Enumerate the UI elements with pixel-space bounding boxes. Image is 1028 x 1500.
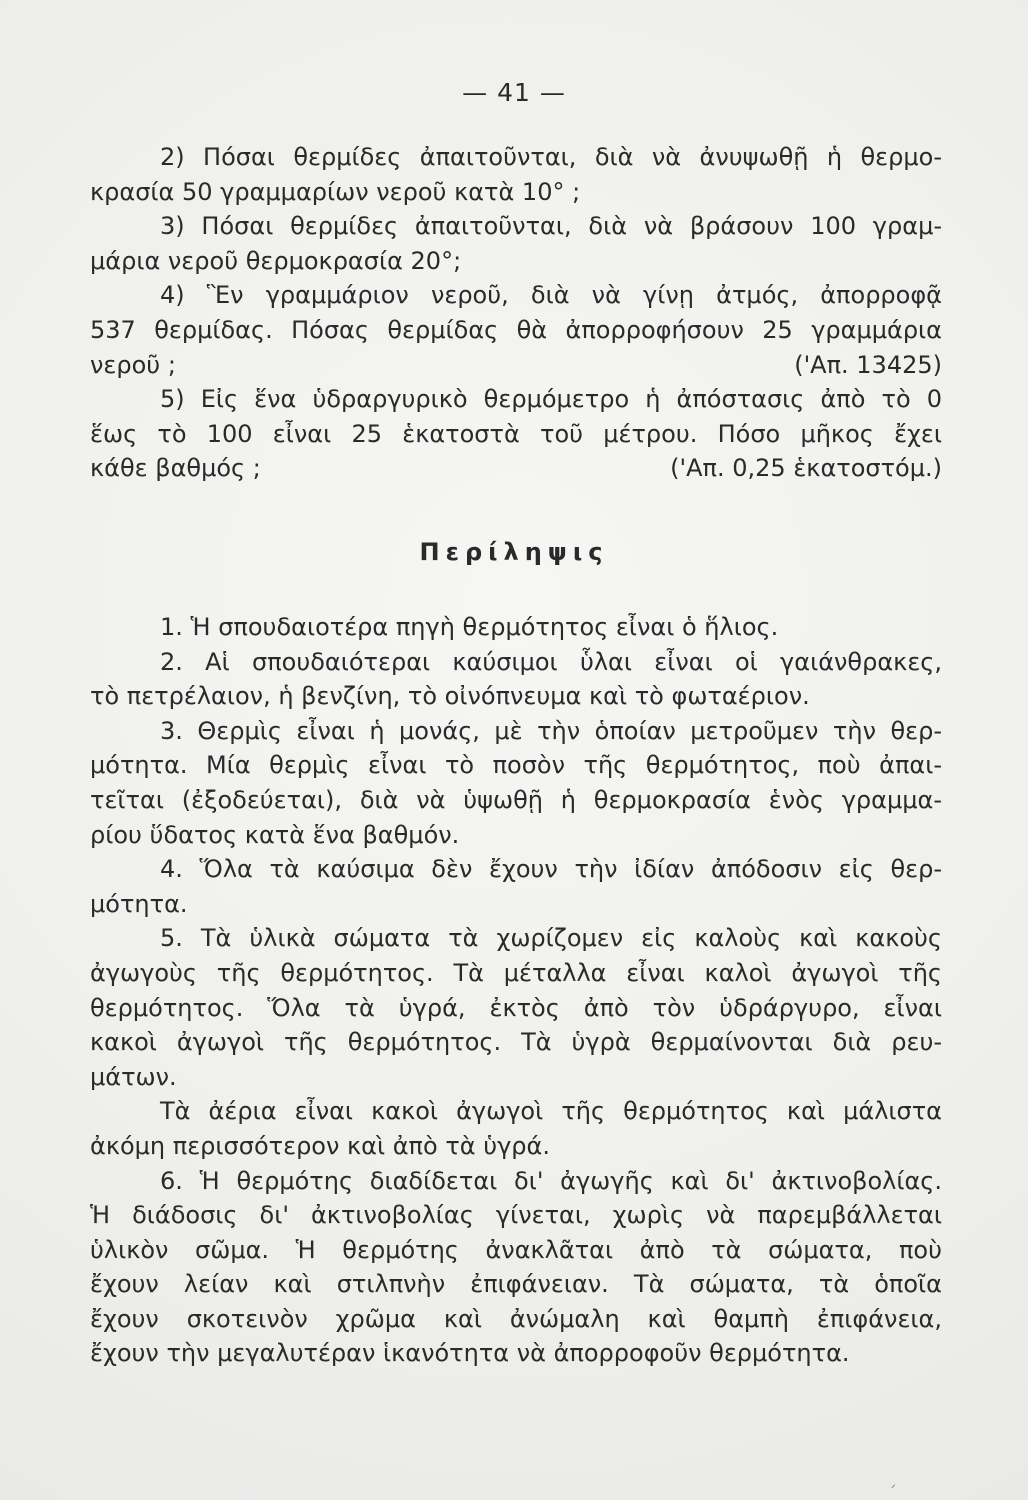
- summary-p6-line-5: ἔχουν σκοτεινὸν χρῶμα καὶ ἀνώμαλη καὶ θαμπὴ ἐπιφάνεια,: [90, 1304, 942, 1333]
- summary-p2-line-2: τὸ πετρέλαιον, ἡ βενζίνη, τὸ οἰνόπνευμα καὶ τὸ φωταέριον.: [90, 682, 810, 711]
- summary-p6-line-3: ὑλικὸν σῶμα. Ἡ θερμότης ἀνακλᾶται ἀπὸ τὰ σώματα, ποὺ: [90, 1235, 942, 1264]
- summary-p4-line-1: 4. Ὅλα τὰ καύσιμα δὲν ἔχουν τὴν ἰδίαν ἀπόδοσιν εἰς θερ-: [160, 855, 942, 884]
- q3-line-2: μάρια νεροῦ θερμοκρασία 20°;: [90, 246, 462, 275]
- summary-block: [90, 610, 942, 1371]
- q2-line-1: 2) Πόσαι θερμίδες ἀπαιτοῦνται, διὰ νὰ ἀνυψωθῇ ἡ θερμο-: [160, 143, 942, 171]
- q4-tail: νεροῦ ;: [90, 350, 176, 379]
- page-number: — 41 —: [462, 78, 566, 107]
- summary-p6-line-2: Ἡ διάδοσις δι' ἀκτινοβολίας γίνεται, χωρὶς νὰ παρεμβάλλεται: [90, 1201, 942, 1230]
- questions-block: [90, 140, 942, 486]
- summary-p5b-line-2: ἀκόμη περισσότερον καὶ ἀπὸ τὰ ὑγρά.: [90, 1131, 550, 1160]
- q5-answer-row: [90, 451, 942, 486]
- q4-answer: ('Απ. 13425): [794, 350, 942, 379]
- q4-line-2: 537 θερμίδας. Πόσας θερμίδας θὰ ἀπορροφήσουν 25 γραμμάρια: [90, 315, 942, 344]
- summary-p5-line-3: θερμότητος. Ὅλα τὰ ὑγρά, ἐκτὸς ἀπὸ τὸν ὑδράργυρο, εἶναι: [90, 993, 942, 1022]
- summary-p6-line-1: 6. Ἡ θερμότης διαδίδεται δι' ἀγωγῆς καὶ δι' ἀκτινοβολίας.: [160, 1166, 942, 1195]
- summary-p5b-line-1: Τὰ ἀέρια εἶναι κακοὶ ἀγωγοὶ τῆς θερμότητος καὶ μάλιστα: [160, 1097, 942, 1126]
- q4-line-1: 4) Ἓν γραμμάριον νεροῦ, διὰ νὰ γίνῃ ἀτμός, ἀπορροφᾷ: [160, 281, 942, 310]
- q5-line-2: ἕως τὸ 100 εἶναι 25 ἑκατοστὰ τοῦ μέτρου. Πόσο μῆκος ἔχει: [90, 419, 942, 448]
- summary-p6-line-6: ἔχουν τὴν μεγαλυτέραν ἱκανότητα νὰ ἀπορροφοῦν θερμότητα.: [90, 1339, 850, 1368]
- summary-p3-line-4: ρίου ὕδατος κατὰ ἕνα βαθμόν.: [90, 820, 460, 849]
- summary-p5-line-4: κακοὶ ἀγωγοὶ τῆς θερμότητος. Τὰ ὑγρὰ θερμαίνονται διὰ ρευ-: [90, 1028, 942, 1057]
- summary-p2-line-1: 2. Αἱ σπουδαιότεραι καύσιμοι ὗλαι εἶναι οἱ γαιάνθρακες,: [160, 647, 942, 676]
- q5-line-1: 5) Εἰς ἕνα ὑδραργυρικὸ θερμόμετρο ἡ ἀπόστασις ἀπὸ τὸ 0: [160, 385, 942, 414]
- q5-answer: ('Απ. 0,25 ἑκατοστόμ.): [670, 454, 942, 483]
- q4-answer-row: [90, 348, 942, 383]
- q2-line-2: κρασία 50 γραμμαρίων νεροῦ κατὰ 10° ;: [90, 177, 581, 206]
- summary-p5-line-1: 5. Τὰ ὑλικὰ σώματα τὰ χωρίζομεν εἰς καλοὺς καὶ κακοὺς: [160, 924, 942, 953]
- stray-mark: ˏ: [888, 1468, 897, 1489]
- summary-heading: Περίληψις: [419, 538, 609, 566]
- summary-p3-line-2: μότητα. Μία θερμὶς εἶναι τὸ ποσὸν τῆς θερμότητος, ποὺ ἀπαι-: [90, 751, 942, 780]
- summary-p6-line-4: ἔχουν λείαν καὶ στιλπνὴν ἐπιφάνειαν. Τὰ σώματα, τὰ ὁποῖα: [90, 1270, 942, 1299]
- q5-tail: κάθε βαθμός ;: [90, 454, 261, 483]
- summary-p5-line-5: μάτων.: [90, 1062, 177, 1091]
- summary-p4-line-2: μότητα.: [90, 889, 188, 918]
- q3-line-1: 3) Πόσαι θερμίδες ἀπαιτοῦνται, διὰ νὰ βράσουν 100 γραμ-: [160, 212, 942, 241]
- summary-p1-line-1: 1. Ἡ σπουδαιοτέρα πηγὴ θερμότητος εἶναι ὁ ἥλιος.: [160, 613, 779, 641]
- summary-p3-line-1: 3. Θερμὶς εἶναι ἡ μονάς, μὲ τὴν ὁποίαν μετροῦμεν τὴν θερ-: [160, 716, 942, 745]
- summary-p3-line-3: τεῖται (ἐξοδεύεται), διὰ νὰ ὑψωθῇ ἡ θερμοκρασία ἑνὸς γραμμα-: [90, 785, 942, 814]
- summary-p5-line-2: ἀγωγοὺς τῆς θερμότητος. Τὰ μέταλλα εἶναι καλοὶ ἀγωγοὶ τῆς: [90, 958, 942, 987]
